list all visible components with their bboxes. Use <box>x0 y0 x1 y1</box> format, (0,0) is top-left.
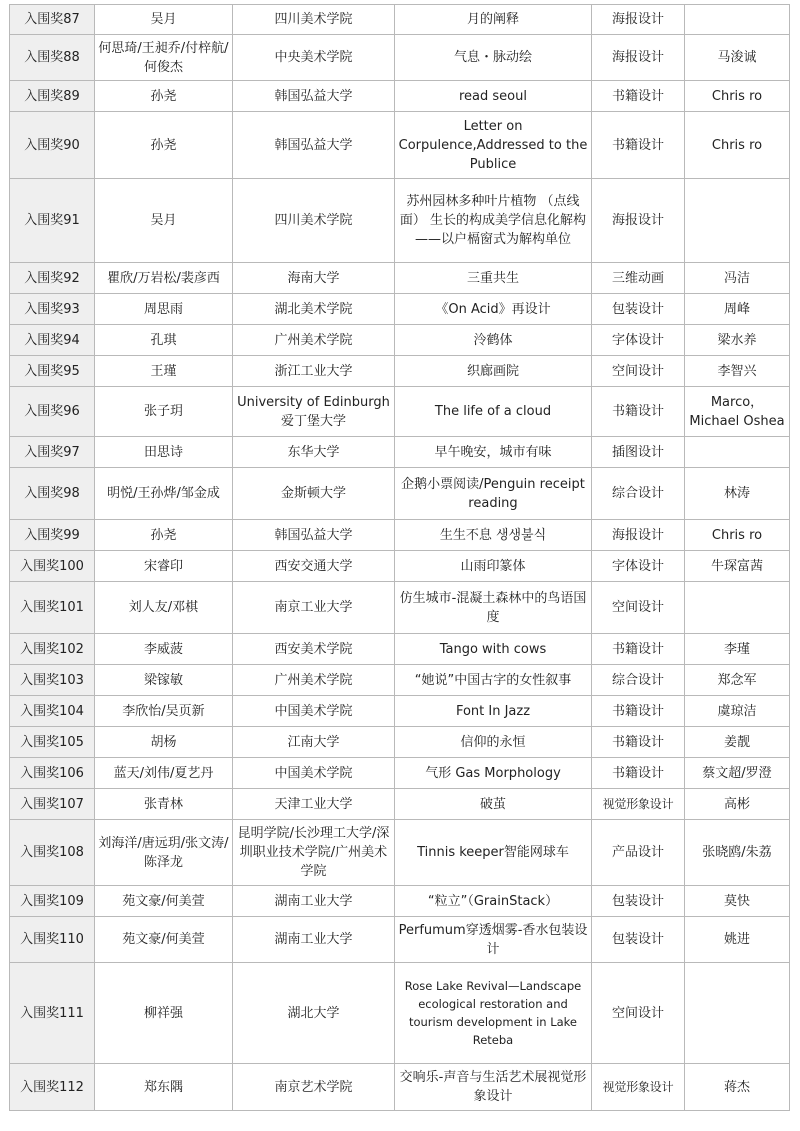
author-cell: 李威菠 <box>95 634 233 665</box>
advisor-cell <box>685 437 790 468</box>
advisor-cell: 周峰 <box>685 294 790 325</box>
table-row <box>10 551 790 582</box>
table-row <box>10 634 790 665</box>
category-cell: 视觉形象设计 <box>592 1064 685 1111</box>
award-cell: 入围奖106 <box>10 758 95 789</box>
table-row <box>10 1064 790 1111</box>
title-cell: 三重共生 <box>395 263 592 294</box>
advisor-cell: 李智兴 <box>685 356 790 387</box>
table-row <box>10 294 790 325</box>
school-cell: 湖北大学 <box>233 963 395 1064</box>
category-cell: 书籍设计 <box>592 634 685 665</box>
category-cell: 海报设计 <box>592 35 685 81</box>
category-cell: 综合设计 <box>592 468 685 520</box>
school-cell: 中国美术学院 <box>233 758 395 789</box>
author-cell: 宋睿印 <box>95 551 233 582</box>
school-cell: 湖南工业大学 <box>233 886 395 917</box>
category-cell: 插图设计 <box>592 437 685 468</box>
title-cell: 苏州园林多种叶片植物 （点线面） 生长的构成美学信息化解构——以户槅窗式为解构单位 <box>395 179 592 263</box>
author-cell: 明悦/王孙烨/邹金成 <box>95 468 233 520</box>
category-cell: 空间设计 <box>592 582 685 634</box>
table-row <box>10 886 790 917</box>
advisor-cell <box>685 963 790 1064</box>
advisor-cell: 蔡文超/罗澄 <box>685 758 790 789</box>
author-cell: 胡杨 <box>95 727 233 758</box>
author-cell: 张子玥 <box>95 387 233 437</box>
category-cell: 空间设计 <box>592 963 685 1064</box>
advisor-cell: 姜靓 <box>685 727 790 758</box>
advisor-cell: 郑念军 <box>685 665 790 696</box>
advisor-cell: 牛琛富茜 <box>685 551 790 582</box>
advisor-cell: Chris ro <box>685 81 790 112</box>
advisor-cell <box>685 179 790 263</box>
school-cell: 海南大学 <box>233 263 395 294</box>
title-cell: 仿生城市-混凝土森林中的鸟语国度 <box>395 582 592 634</box>
school-cell: 南京工业大学 <box>233 582 395 634</box>
award-cell: 入围奖90 <box>10 112 95 179</box>
title-cell: 月的阐释 <box>395 5 592 35</box>
author-cell: 李欣怡/吴页新 <box>95 696 233 727</box>
award-cell: 入围奖93 <box>10 294 95 325</box>
author-cell: 何思琦/王昶乔/付梓航/何俊杰 <box>95 35 233 81</box>
award-cell: 入围奖88 <box>10 35 95 81</box>
category-cell: 视觉形象设计 <box>592 789 685 820</box>
award-cell: 入围奖99 <box>10 520 95 551</box>
title-cell: 早午晚安，城市有味 <box>395 437 592 468</box>
category-cell: 书籍设计 <box>592 696 685 727</box>
category-cell: 包装设计 <box>592 294 685 325</box>
school-cell: 金斯顿大学 <box>233 468 395 520</box>
table-row <box>10 696 790 727</box>
table-row <box>10 387 790 437</box>
category-cell: 海报设计 <box>592 520 685 551</box>
table-row <box>10 5 790 35</box>
author-cell: 柳祥强 <box>95 963 233 1064</box>
author-cell: 孙尧 <box>95 81 233 112</box>
table-row <box>10 356 790 387</box>
author-cell: 吴月 <box>95 5 233 35</box>
table-row <box>10 917 790 963</box>
category-cell: 包装设计 <box>592 917 685 963</box>
author-cell: 田思诗 <box>95 437 233 468</box>
category-cell: 空间设计 <box>592 356 685 387</box>
school-cell: 昆明学院/长沙理工大学/深圳职业技术学院/广州美术学院 <box>233 820 395 886</box>
award-cell: 入围奖105 <box>10 727 95 758</box>
school-cell: 中国美术学院 <box>233 696 395 727</box>
school-cell: 西安交通大学 <box>233 551 395 582</box>
advisor-cell: 莫快 <box>685 886 790 917</box>
school-cell: 四川美术学院 <box>233 5 395 35</box>
table-row <box>10 325 790 356</box>
category-cell: 书籍设计 <box>592 387 685 437</box>
category-cell: 海报设计 <box>592 179 685 263</box>
author-cell: 周思雨 <box>95 294 233 325</box>
advisor-cell: Marco，Michael Oshea <box>685 387 790 437</box>
title-cell: 破茧 <box>395 789 592 820</box>
school-cell: 东华大学 <box>233 437 395 468</box>
award-cell: 入围奖92 <box>10 263 95 294</box>
advisor-cell: 虞琼洁 <box>685 696 790 727</box>
award-cell: 入围奖101 <box>10 582 95 634</box>
advisor-cell: Chris ro <box>685 520 790 551</box>
title-cell: 交响乐-声音与生活艺术展视觉形象设计 <box>395 1064 592 1111</box>
table-row <box>10 665 790 696</box>
advisor-cell <box>685 582 790 634</box>
award-cell: 入围奖111 <box>10 963 95 1064</box>
school-cell: 韩国弘益大学 <box>233 112 395 179</box>
title-cell: Perfumum穿透烟雾-香水包装设计 <box>395 917 592 963</box>
award-cell: 入围奖104 <box>10 696 95 727</box>
award-cell: 入围奖102 <box>10 634 95 665</box>
author-cell: 孙尧 <box>95 112 233 179</box>
advisor-cell: 李瑾 <box>685 634 790 665</box>
award-table <box>9 4 790 1111</box>
title-cell: Letter on Corpulence,Addressed to the Publice <box>395 112 592 179</box>
table-row <box>10 468 790 520</box>
award-cell: 入围奖108 <box>10 820 95 886</box>
advisor-cell: 冯洁 <box>685 263 790 294</box>
award-cell: 入围奖96 <box>10 387 95 437</box>
award-cell: 入围奖110 <box>10 917 95 963</box>
title-cell: 泠鹤体 <box>395 325 592 356</box>
award-cell: 入围奖94 <box>10 325 95 356</box>
category-cell: 书籍设计 <box>592 112 685 179</box>
award-cell: 入围奖97 <box>10 437 95 468</box>
school-cell: 湖北美术学院 <box>233 294 395 325</box>
title-cell: 生生不息 생생불식 <box>395 520 592 551</box>
author-cell: 梁镓敏 <box>95 665 233 696</box>
category-cell: 书籍设计 <box>592 727 685 758</box>
title-cell: Tinnis keeper智能网球车 <box>395 820 592 886</box>
author-cell: 蓝天/刘伟/夏艺丹 <box>95 758 233 789</box>
title-cell: Tango with cows <box>395 634 592 665</box>
advisor-cell: 张晓鸥/朱荔 <box>685 820 790 886</box>
advisor-cell: 蒋杰 <box>685 1064 790 1111</box>
title-cell: read seoul <box>395 81 592 112</box>
advisor-cell: 姚进 <box>685 917 790 963</box>
award-cell: 入围奖87 <box>10 5 95 35</box>
category-cell: 包装设计 <box>592 886 685 917</box>
table-row <box>10 35 790 81</box>
school-cell: 南京艺术学院 <box>233 1064 395 1111</box>
advisor-cell: 高彬 <box>685 789 790 820</box>
table-row <box>10 727 790 758</box>
school-cell: 四川美术学院 <box>233 179 395 263</box>
title-cell: “她说”中国古字的女性叙事 <box>395 665 592 696</box>
title-cell: 山雨印篆体 <box>395 551 592 582</box>
advisor-cell: 马浚诚 <box>685 35 790 81</box>
table-row <box>10 582 790 634</box>
table-row <box>10 437 790 468</box>
author-cell: 苑文豪/何美萱 <box>95 917 233 963</box>
table-row <box>10 820 790 886</box>
table-row <box>10 263 790 294</box>
award-cell: 入围奖107 <box>10 789 95 820</box>
title-cell: 气形 Gas Morphology <box>395 758 592 789</box>
table-row <box>10 81 790 112</box>
award-cell: 入围奖112 <box>10 1064 95 1111</box>
category-cell: 字体设计 <box>592 551 685 582</box>
category-cell: 书籍设计 <box>592 758 685 789</box>
school-cell: 天津工业大学 <box>233 789 395 820</box>
title-cell: Font In Jazz <box>395 696 592 727</box>
award-cell: 入围奖100 <box>10 551 95 582</box>
school-cell: 韩国弘益大学 <box>233 81 395 112</box>
award-cell: 入围奖103 <box>10 665 95 696</box>
school-cell: 浙江工业大学 <box>233 356 395 387</box>
category-cell: 产品设计 <box>592 820 685 886</box>
author-cell: 郑东隅 <box>95 1064 233 1111</box>
advisor-cell: 林涛 <box>685 468 790 520</box>
title-cell: The life of a cloud <box>395 387 592 437</box>
award-cell: 入围奖109 <box>10 886 95 917</box>
table-row <box>10 789 790 820</box>
table-row <box>10 112 790 179</box>
title-cell: 信仰的永恒 <box>395 727 592 758</box>
author-cell: 张青林 <box>95 789 233 820</box>
table-row <box>10 520 790 551</box>
award-cell: 入围奖89 <box>10 81 95 112</box>
advisor-cell: 梁水养 <box>685 325 790 356</box>
school-cell: 广州美术学院 <box>233 665 395 696</box>
author-cell: 苑文豪/何美萱 <box>95 886 233 917</box>
award-cell: 入围奖91 <box>10 179 95 263</box>
table-row <box>10 179 790 263</box>
author-cell: 刘人友/邓棋 <box>95 582 233 634</box>
title-cell: 织廊画院 <box>395 356 592 387</box>
category-cell: 字体设计 <box>592 325 685 356</box>
title-cell: “粒立”（GrainStack） <box>395 886 592 917</box>
author-cell: 孔琪 <box>95 325 233 356</box>
author-cell: 吴月 <box>95 179 233 263</box>
school-cell: University of Edinburgh 爱丁堡大学 <box>233 387 395 437</box>
award-table-sheet <box>9 4 789 1111</box>
award-cell: 入围奖98 <box>10 468 95 520</box>
title-cell: 《On Acid》再设计 <box>395 294 592 325</box>
advisor-cell: Chris ro <box>685 112 790 179</box>
school-cell: 西安美术学院 <box>233 634 395 665</box>
author-cell: 孙尧 <box>95 520 233 551</box>
school-cell: 湖南工业大学 <box>233 917 395 963</box>
category-cell: 海报设计 <box>592 5 685 35</box>
advisor-cell <box>685 5 790 35</box>
award-table-body <box>10 5 790 1111</box>
category-cell: 综合设计 <box>592 665 685 696</box>
title-cell: 气息・脉动绘 <box>395 35 592 81</box>
award-cell: 入围奖95 <box>10 356 95 387</box>
school-cell: 江南大学 <box>233 727 395 758</box>
table-row <box>10 963 790 1064</box>
title-cell: Rose Lake Revival—Landscape ecological restoration and tourism development in Lake Reteba <box>395 963 592 1064</box>
school-cell: 广州美术学院 <box>233 325 395 356</box>
table-row <box>10 758 790 789</box>
author-cell: 瞿欣/万岩松/裴彦西 <box>95 263 233 294</box>
author-cell: 王瑾 <box>95 356 233 387</box>
school-cell: 韩国弘益大学 <box>233 520 395 551</box>
author-cell: 刘海洋/唐远玥/张文涛/陈泽龙 <box>95 820 233 886</box>
school-cell: 中央美术学院 <box>233 35 395 81</box>
title-cell: 企鹅小票阅读/Penguin receipt reading <box>395 468 592 520</box>
category-cell: 书籍设计 <box>592 81 685 112</box>
category-cell: 三维动画 <box>592 263 685 294</box>
